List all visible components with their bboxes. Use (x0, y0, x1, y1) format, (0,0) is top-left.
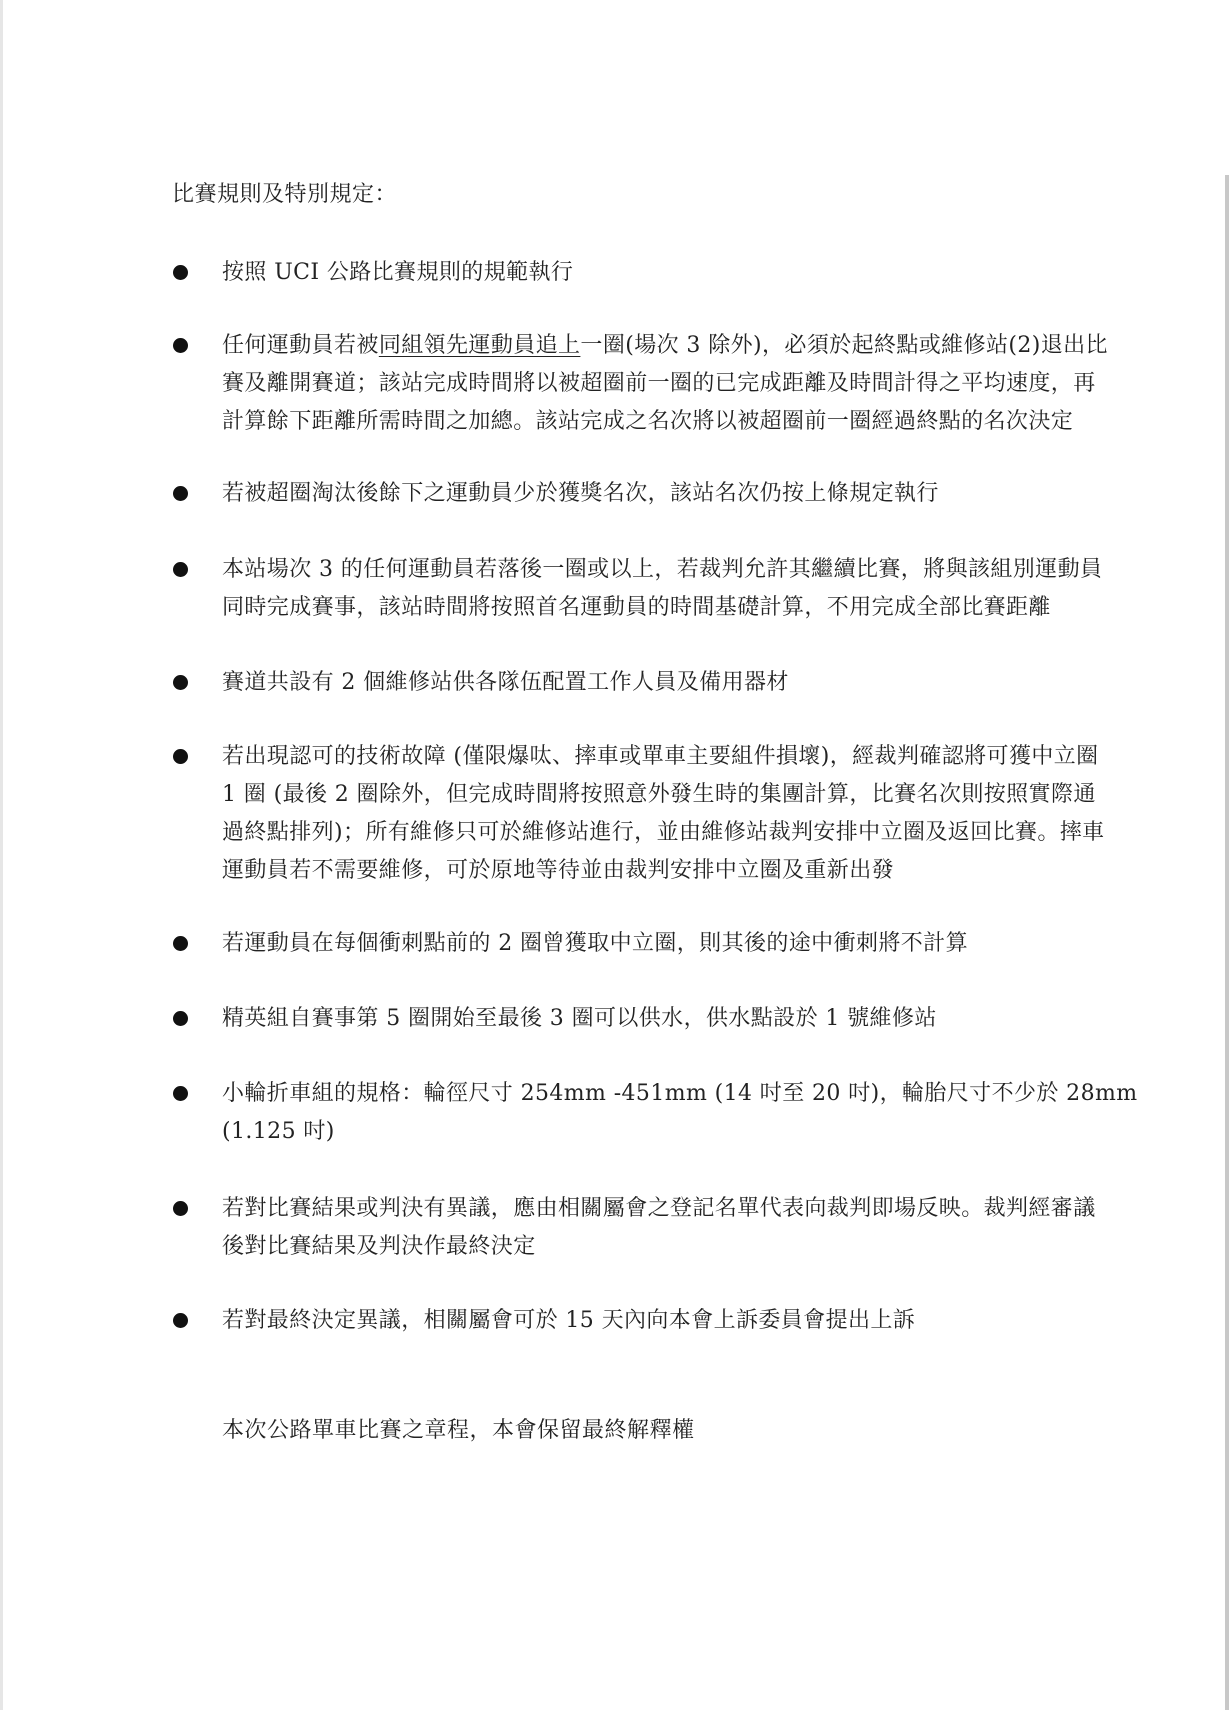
rule-line: 若運動員在每個衝刺點前的 2 圈曾獲取中立圈，則其後的途中衝刺將不計算 (222, 931, 968, 956)
rule-line: 賽道共設有 2 個維修站供各隊伍配置工作人員及備用器材 (222, 670, 789, 695)
closing-statement: 本次公路單車比賽之章程，本會保留最終解釋權 (222, 1418, 695, 1443)
rule-line: 按照 UCI 公路比賽規則的規範執行 (222, 260, 574, 285)
rule-line: 過終點排列)；所有維修只可於維修站進行，並由維修站裁判安排中立圈及返回比賽。摔車 (222, 820, 1105, 845)
section-heading: 比賽規則及特別規定： (172, 182, 398, 207)
rule-line: 若被超圈淘汰後餘下之運動員少於獲獎名次，該站名次仍按上條規定執行 (222, 481, 939, 506)
bullet-icon (173, 338, 188, 353)
rule-text (222, 1190, 1110, 1266)
bullet-icon (173, 749, 188, 764)
rule-line: 本站場次 3 的任何運動員若落後一圈或以上，若裁判允許其繼續比賽，將與該組別運動員 (222, 557, 1103, 582)
rule-line: (1.125 吋) (222, 1119, 335, 1144)
rule-line: 計算餘下距離所需時間之加總。該站完成之名次將以被超圈前一圈經過終點的名次決定 (222, 409, 1074, 434)
rule-text (222, 925, 1110, 963)
rule-line: 同時完成賽事，該站時間將按照首名運動員的時間基礎計算，不用完成全部比賽距離 (222, 595, 1051, 620)
rule-text (222, 475, 1110, 513)
rule-text (222, 664, 1110, 702)
rule-line: 運動員若不需要維修，可於原地等待並由裁判安排中立圈及重新出發 (222, 858, 895, 883)
rule-line: 若對最終決定異議，相關屬會可於 15 天內向本會上訴委員會提出上訴 (222, 1308, 916, 1333)
rule-text (222, 738, 1110, 890)
rule-text (222, 254, 1110, 292)
rule-text (222, 1075, 1138, 1151)
rule-line: 若對比賽結果或判決有異議，應由相關屬會之登記名單代表向裁判即場反映。裁判經審議 (222, 1196, 1096, 1221)
rule-line: 若出現認可的技術故障 (僅限爆呔、摔車或單車主要組件損壞)，經裁判確認將可獲中立圈 (222, 744, 1099, 769)
rule-text (222, 1302, 1110, 1340)
bullet-icon (173, 1201, 188, 1216)
underlined-phrase: 同組領先運動員追上 (378, 333, 581, 358)
bullet-icon (173, 265, 188, 280)
bullet-icon (173, 936, 188, 951)
bullet-icon (173, 486, 188, 501)
bullet-icon (173, 1086, 188, 1101)
rule-line: 精英組自賽事第 5 圈開始至最後 3 圈可以供水，供水點設於 1 號維修站 (222, 1006, 937, 1031)
rule-text (222, 551, 1110, 627)
rule-text (222, 1000, 1110, 1038)
rule-line: 小輪折車組的規格：輪徑尺寸 254mm -451mm (14 吋至 20 吋)，輪胎尺寸不少於 28mm (222, 1081, 1138, 1106)
bullet-icon (173, 675, 188, 690)
rule-line: 後對比賽結果及判決作最終決定 (222, 1234, 536, 1259)
rule-line: 賽及離開賽道；該站完成時間將以被超圈前一圈的已完成距離及時間計得之平均速度，再 (222, 371, 1096, 396)
rule-text (222, 327, 1110, 441)
rule-line: 任何運動員若被同組領先運動員追上一圈(場次 3 除外)，必須於起終點或維修站(2)退出比 (222, 333, 1108, 358)
rule-line: 1 圈 (最後 2 圈除外，但完成時間將按照意外發生時的集團計算，比賽名次則按照實際通 (222, 782, 1096, 807)
bullet-icon (173, 562, 188, 577)
bullet-icon (173, 1313, 188, 1328)
bullet-icon (173, 1011, 188, 1026)
